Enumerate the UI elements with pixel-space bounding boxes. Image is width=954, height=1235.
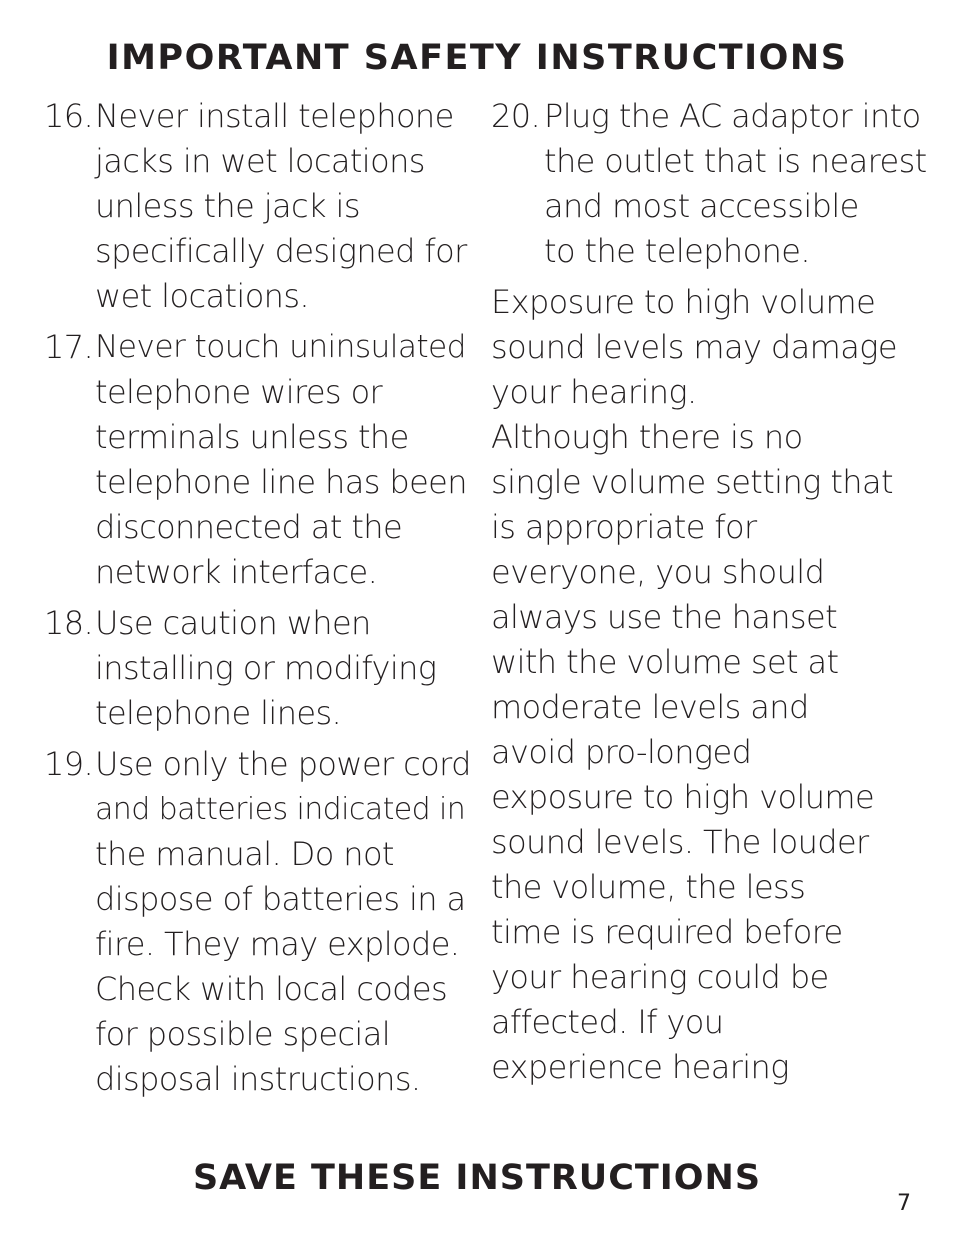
text-line: and most accessible: [544, 187, 859, 225]
text-line: wet locations.: [95, 277, 309, 315]
text-line: telephone lines.: [95, 694, 342, 732]
text-line: specifically designed for: [95, 232, 467, 270]
text-line: time is required before: [491, 913, 843, 951]
hearing-warning-paragraph: [491, 280, 931, 1090]
text-line: Exposure to high volume: [491, 283, 876, 321]
text-line: unless the jack is: [95, 187, 360, 225]
text-line: sound levels. The louder: [491, 823, 869, 861]
text-line: Plug the AC adaptor into: [544, 97, 921, 135]
text-line: jacks in wet locations: [95, 142, 425, 180]
instruction-item-17: [44, 325, 474, 595]
text-line: disposal instructions.: [95, 1060, 421, 1098]
text-line: moderate levels and: [491, 688, 809, 726]
text-line: exposure to high volume: [491, 778, 875, 816]
instruction-item-20: [491, 94, 931, 274]
text-line: avoid pro-longed: [491, 733, 752, 771]
text-line: telephone line has been: [95, 463, 467, 501]
text-line: installing or modifying: [95, 649, 437, 687]
text-line: disconnected at the: [95, 508, 403, 546]
text-line: with the volume set at: [491, 643, 839, 681]
text-line: affected. If you: [491, 1003, 724, 1041]
item-text: [95, 601, 474, 736]
text-line: Use caution when: [95, 604, 371, 642]
text-line: for possible special: [95, 1015, 391, 1053]
item-number: 17.: [44, 328, 94, 366]
text-line: Check with local codes: [95, 970, 448, 1008]
text-line: your hearing.: [491, 373, 697, 411]
instruction-item-18: [44, 601, 474, 736]
text-line: the volume, the less: [491, 868, 806, 906]
text-line: always use the hanset: [491, 598, 838, 636]
text-line: telephone wires or: [95, 373, 383, 411]
instruction-item-19: [44, 742, 474, 1102]
item-text: [544, 94, 931, 274]
text-line: Use only the power cord: [95, 745, 471, 783]
text-line: dispose of batteries in a: [95, 880, 466, 918]
text-line: and batteries indicated in: [95, 792, 466, 827]
text-line: to the telephone.: [544, 232, 810, 270]
left-column: [44, 94, 474, 1108]
item-number: 19.: [44, 745, 94, 783]
text-line: fire. They may explode.: [95, 925, 460, 963]
text-line: the manual. Do not: [95, 835, 394, 873]
item-number: 16.: [44, 97, 94, 135]
text-line: sound levels may damage: [491, 328, 897, 366]
item-text: [95, 742, 474, 1102]
text-line: your hearing could be: [491, 958, 829, 996]
text-line: Never touch uninsulated: [95, 329, 466, 365]
text-line: Although there is no: [491, 418, 803, 456]
text-line: terminals unless the: [95, 418, 409, 456]
item-text: [95, 325, 474, 595]
text-line: single volume setting that: [491, 463, 893, 501]
text-line: experience hearing: [491, 1048, 789, 1086]
text-line: the outlet that is nearest: [544, 142, 927, 180]
text-line: is appropriate for: [491, 508, 757, 546]
page-title: IMPORTANT SAFETY INSTRUCTIONS: [106, 38, 848, 78]
text-line: network interface.: [95, 553, 378, 591]
text-line: Never install telephone: [95, 97, 454, 135]
item-number: 20.: [491, 97, 541, 135]
footer-title: SAVE THESE INSTRUCTIONS: [192, 1158, 762, 1198]
instruction-item-16: [44, 94, 474, 319]
right-column: [491, 94, 931, 1090]
item-text: [95, 94, 474, 319]
item-number: 18.: [44, 604, 94, 642]
page-number: 7: [897, 1191, 911, 1216]
text-line: everyone, you should: [491, 553, 825, 591]
